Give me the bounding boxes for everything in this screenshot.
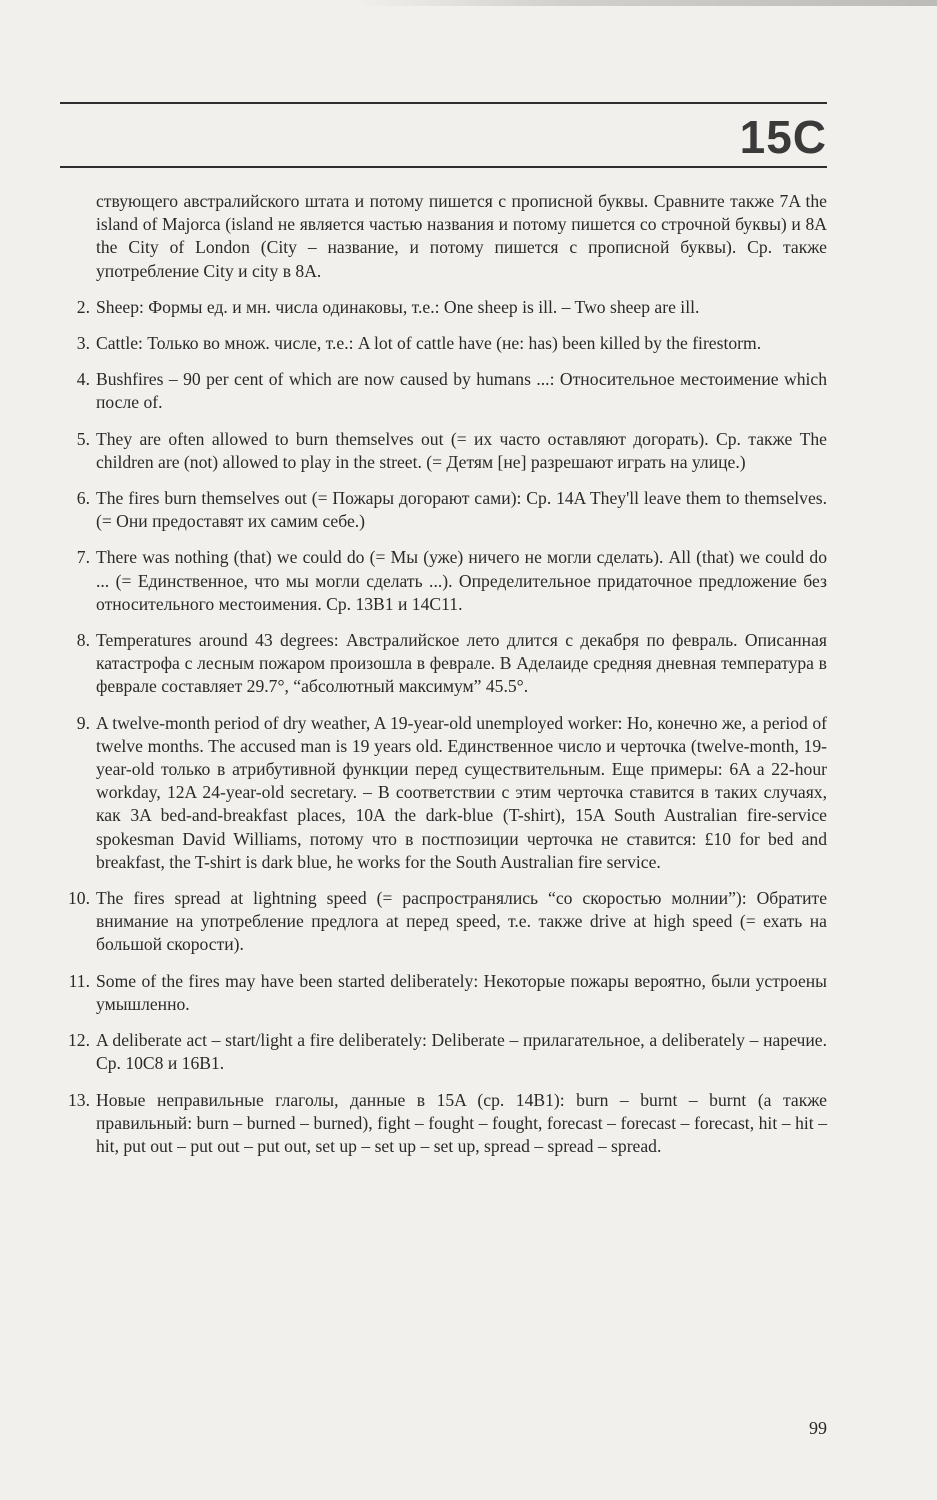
header-rule-bottom — [60, 166, 827, 168]
item-text: A deliberate act – start/light a fire deliberately: Deliberate – прилагательное, a deliberately – наречие. Ср. 10C8 и 16B1. — [96, 1030, 827, 1074]
section-code: 15C — [739, 111, 827, 163]
list-item — [60, 368, 827, 414]
item-number: 4. — [76, 369, 90, 390]
item-number: 2. — [76, 296, 90, 317]
item-text: There was nothing (that) we could do (= Мы (уже) ничего не могли сделать). All (that) we could do ... (= Единственное, что мы могли сделать ...). Определительное придаточное предложение без относительного местоимения. Ср. 13B1 и 14C11. — [96, 547, 827, 614]
item-text: Bushfires – 90 per cent of which are now caused by humans ...: Относительное местоимение which после of. — [96, 369, 827, 413]
item-number: 3. — [76, 333, 90, 354]
list-item — [60, 1089, 827, 1159]
item-number: 13. — [68, 1089, 90, 1110]
item-text: The fires spread at lightning speed (= распространялись “со скоростью молнии”): Обратите внимание на употребление предлога at перед speed, т.е. также drive at high speed (= ехать на большой скорости). — [96, 888, 827, 955]
header-rule-top — [60, 102, 827, 104]
item-number: 9. — [76, 712, 90, 733]
item-text: Some of the fires may have been started deliberately: Некоторые пожары вероятно, были устроены умышленно. — [96, 970, 827, 1014]
page-edge-shadow — [0, 0, 937, 6]
item-number: 7. — [76, 547, 90, 568]
item-text: Cattle: Только во множ. числе, т.е.: A lot of cattle have (не: has) been killed by the firestorm. — [96, 333, 762, 354]
lead-paragraph: ствующего австралийского штата и потому пишется с прописной буквы. Сравните также 7A the island of Majorca (island не является частью названия и потому пишется со строчной буквы) и 8A the City of London (City – название, и потому пишется с прописной буквы). Ср. также употребление City и city в 8A. — [96, 191, 827, 281]
list-item — [60, 487, 827, 533]
list-item — [60, 1029, 827, 1075]
list-item — [60, 970, 827, 1016]
item-number: 8. — [76, 630, 90, 651]
item-number: 10. — [68, 888, 90, 909]
item-number: 6. — [76, 488, 90, 509]
list-item — [60, 332, 827, 355]
item-text: They are often allowed to burn themselves out (= их часто оставляют догорать). Ср. также The children are (not) allowed to play in the street. (= Детям [не] разрешают играть на улице.) — [96, 428, 827, 472]
list-item — [60, 629, 827, 699]
page-number: 99 — [809, 1418, 827, 1438]
item-number: 11. — [68, 970, 90, 991]
list-item — [60, 887, 827, 957]
item-text: Temperatures around 43 degrees: Австралийское лето длится с декабря по февраль. Описанная катастрофа с лесным пожаром произошла в феврале. В Аделаиде средняя дневная температура в феврале составляет 29.7°, “абсолютный максимум” 45.5°. — [96, 630, 827, 697]
item-text: Sheep: Формы ед. и мн. числа одинаковы, т.е.: One sheep is ill. – Two sheep are ill. — [96, 296, 700, 317]
list-item — [60, 712, 827, 874]
item-text: The fires burn themselves out (= Пожары догорают сами): Ср. 14A They'll leave them to themselves. (= Они предоставят их самим себе.) — [96, 488, 827, 532]
page-content — [60, 190, 827, 1171]
item-text: A twelve-month period of dry weather, A 19-year-old unemployed worker: Но, конечно же, a period of twelve months. The accused man is 19 years old. Единственное число и черточка (twelve-month, 19-year-old только в атрибутивной функции перед существительным. Еще примеры: 6A a 22-hour workday, 12A 24-year-old secretary. – В соответствии с этим черточка ставится в таких случаях, как 3A bed-and-breakfast places, 10A the dark-blue (T-shirt), 15A South Australian fire-service spokesman David Williams, потому что в постпозиции черточка не ставится: £10 for bed and breakfast, the T-shirt is dark blue, he works for the South Australian fire service. — [96, 712, 827, 872]
list-item — [60, 546, 827, 616]
item-number: 5. — [76, 428, 90, 449]
list-item — [60, 428, 827, 474]
item-number: 12. — [68, 1030, 90, 1051]
item-text: Новые неправильные глаголы, данные в 15A (ср. 14B1): burn – burnt – burnt (а также правильный: burn – burned – burned), fight – fought – fought, forecast – forecast – forecast, hit – hit – hit, put out – put out – put out, set up – set up – set up, spread – spread – spread. — [96, 1089, 827, 1156]
list-item — [60, 296, 827, 319]
